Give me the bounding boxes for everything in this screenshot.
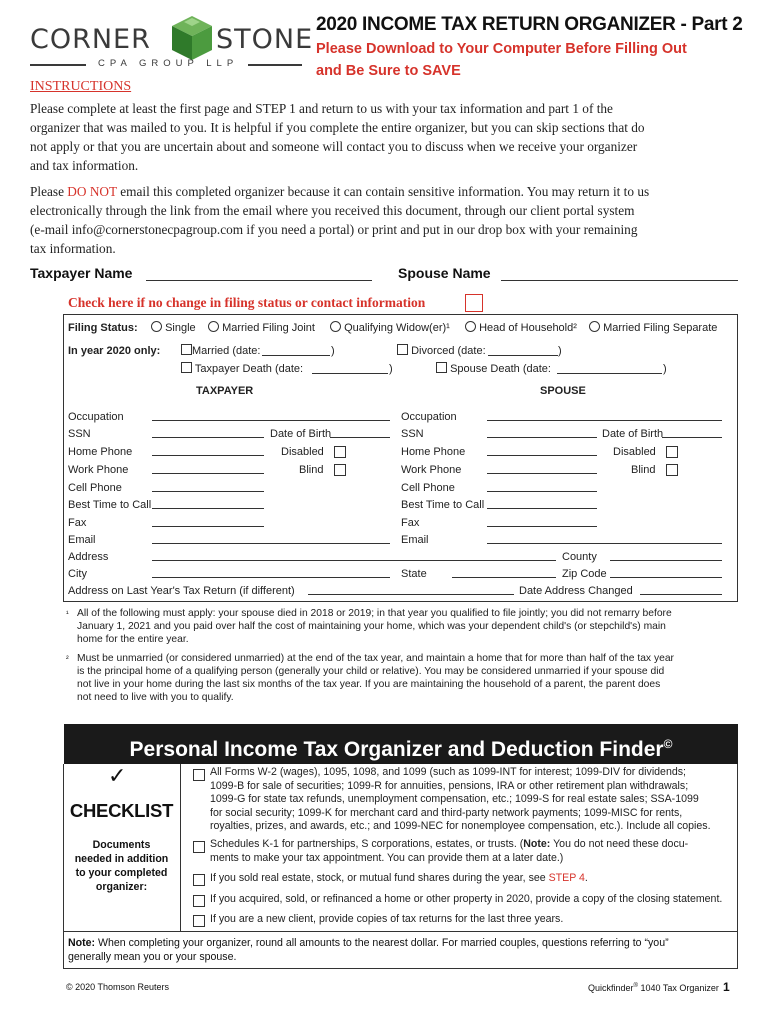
no-change-label: Check here if no change in filing status or contact information — [68, 295, 426, 310]
sp-dob-label: Date of Birth — [602, 428, 664, 440]
checklist-item-1-line: 1099-G for state tax refunds, unemployment compensation, etc.; 1099-S for real estate sales; SSA-1099 — [210, 793, 699, 805]
page-number: 1 — [723, 980, 730, 994]
tp-dob-input[interactable] — [330, 437, 390, 438]
footnote-1-line: home for the entire year. — [77, 634, 189, 645]
checklist-desc-line: needed in addition — [74, 853, 169, 865]
logo-word-corner: CORNER — [30, 24, 151, 55]
filing-option-mfs[interactable]: Married Filing Separate — [589, 321, 717, 334]
page-title: 2020 INCOME TAX RETURN ORGANIZER - Part 2 — [316, 14, 743, 35]
sp-email-label: Email — [401, 534, 429, 546]
spouse-death-checkbox[interactable] — [436, 362, 447, 373]
mfj-radio[interactable] — [208, 321, 219, 332]
spouse-name-label: Spouse Name — [398, 265, 491, 281]
tp-fax-label: Fax — [68, 517, 87, 529]
no-change-checkbox[interactable] — [465, 294, 483, 312]
checklist-item-5: If you are a new client, provide copies of tax returns for the last three years. — [210, 913, 564, 925]
date-changed-label: Date Address Changed — [519, 585, 633, 597]
para1-line: Please complete at least the first page and STEP 1 and return to us with your tax information and part 1 of the — [30, 101, 613, 116]
tp-cell-phone-label: Cell Phone — [68, 482, 122, 494]
sp-best-time-label: Best Time to Call — [401, 499, 485, 511]
sp-dob-input[interactable] — [662, 437, 722, 438]
footnote-2-line: not live in your home during the last six months of the tax year. If you are maintaining the household of a parent, the parent does — [77, 679, 661, 690]
para1-line: not apply or that you are uncertain about and someone will contact you to discuss when we receive your organizer — [30, 139, 638, 154]
note-label: Note: — [68, 937, 96, 949]
footnote-2-line: not need to live with you to qualify. — [77, 692, 234, 703]
tp-home-phone-input[interactable] — [152, 455, 264, 456]
para2-line: Please DO NOT email this completed organizer because it can contain sensitive information. You may return it to us — [30, 184, 650, 199]
checklist-description — [63, 838, 180, 894]
deduction-finder-banner: Personal Income Tax Organizer and Deduction Finder© — [64, 724, 738, 764]
sp-disabled-checkbox[interactable] — [666, 444, 678, 462]
copyright-footer: © 2020 Thomson Reuters — [66, 982, 170, 992]
sp-email-input[interactable] — [487, 543, 722, 544]
married-date-field[interactable]: Married (date: — [181, 344, 260, 357]
tp-email-label: Email — [68, 534, 96, 546]
taxpayer-death-input[interactable] — [312, 373, 388, 374]
footnote-1-mark: ¹ — [66, 609, 69, 618]
checklist-item-1-line: royalties, prizes, and awards, etc.; and 1099-NEC for nonemployee compensation, etc.). Include all copies. — [210, 820, 711, 832]
footnote-2-line: is the principal home of a qualifying person (generally your child or relative). You may be considered unmarried if your spouse did — [77, 666, 665, 677]
married-checkbox[interactable] — [181, 344, 192, 355]
checklist-item-5-checkbox[interactable] — [193, 913, 205, 931]
sp-blind-checkbox[interactable] — [666, 462, 678, 480]
filing-option-single[interactable]: Single — [151, 321, 196, 334]
checklist-divider — [180, 764, 181, 932]
single-radio[interactable] — [151, 321, 162, 332]
checklist-item-1-line: 1099-B for sale of securities; 1099-R for annuities, pensions, IRA or other retirement plan withdrawals; — [210, 779, 689, 792]
tp-dob-label: Date of Birth — [270, 428, 332, 440]
sp-ssn-label: SSN — [401, 428, 424, 440]
sp-disabled-label: Disabled — [613, 446, 656, 458]
para2-line: electronically through the link from the email where you received this document, through our client portal system — [30, 203, 635, 218]
sp-fax-input[interactable] — [487, 526, 597, 527]
sp-best-time-input[interactable] — [487, 508, 597, 509]
footnote-1 — [66, 607, 738, 646]
close-paren: ) — [389, 363, 393, 375]
logo-rule-right — [248, 64, 302, 66]
download-notice-line1: Please Download to Your Computer Before Filling Out — [316, 41, 687, 57]
para1-line: and tax information. — [30, 158, 139, 173]
checklist-item-2-checkbox[interactable] — [193, 839, 205, 857]
footnote-2 — [66, 652, 738, 704]
zip-input[interactable] — [610, 577, 722, 578]
sp-cell-phone-input[interactable] — [487, 491, 597, 492]
divorced-checkbox[interactable] — [397, 344, 408, 355]
close-paren: ) — [663, 363, 667, 375]
tp-work-phone-label: Work Phone — [68, 464, 129, 476]
footnote-2-mark: ² — [66, 654, 69, 663]
checklist-item-4-checkbox[interactable] — [193, 893, 205, 911]
address-input[interactable] — [152, 560, 556, 561]
product-footer: Quickfinder® 1040 Tax Organizer — [588, 983, 719, 993]
taxpayer-death-field[interactable]: Taxpayer Death (date: — [181, 362, 303, 375]
note-line: generally mean you or your spouse. — [68, 951, 237, 963]
step-4-link[interactable]: STEP 4 — [548, 872, 585, 884]
date-changed-input[interactable] — [640, 594, 722, 595]
spouse-death-field[interactable]: Spouse Death (date: — [436, 362, 551, 375]
tp-occupation-label: Occupation — [68, 411, 124, 423]
checklist-item-1-line: All Forms W-2 (wages), 1095, 1098, and 1099 (such as 1099-INT for interest; 1099-DIV for dividends; — [210, 766, 686, 778]
divorced-date-input[interactable] — [488, 355, 558, 356]
filing-option-widow[interactable]: Qualifying Widow(er)¹ — [330, 321, 450, 334]
city-label: City — [68, 568, 87, 580]
tp-disabled-label: Disabled — [281, 446, 324, 458]
tp-blind-label: Blind — [299, 464, 324, 476]
state-input[interactable] — [452, 577, 556, 578]
copyright-mark: © — [663, 737, 673, 751]
checklist-title: CHECKLIST — [69, 800, 174, 821]
year-only-label: In year 2020 only: — [68, 345, 161, 357]
city-input[interactable] — [152, 577, 390, 578]
spouse-column-header: SPOUSE — [540, 385, 586, 397]
close-paren: ) — [558, 345, 562, 357]
checklist-item-1-line: for social security; 1099-K for merchant card and third-party network payments; 1099-MISC for rents, — [210, 806, 683, 819]
logo — [30, 14, 314, 74]
sp-cell-phone-label: Cell Phone — [401, 482, 455, 494]
logo-rule-left — [30, 64, 86, 66]
instructions-heading: INSTRUCTIONS — [30, 79, 132, 94]
sp-ssn-input[interactable] — [487, 437, 597, 438]
county-input[interactable] — [610, 560, 722, 561]
logo-cube-icon — [170, 14, 214, 62]
filing-option-mfj[interactable]: Married Filing Joint — [208, 321, 315, 334]
sp-work-phone-input[interactable] — [487, 473, 597, 474]
spouse-death-input[interactable] — [557, 373, 662, 374]
footnote-2-line: Must be unmarried (or considered unmarried) at the end of the tax year, and maintain a home that for more than half of the tax year — [77, 653, 674, 664]
tp-home-phone-label: Home Phone — [68, 446, 133, 458]
hoh-radio[interactable] — [465, 321, 476, 332]
tp-best-time-label: Best Time to Call — [68, 499, 152, 511]
tp-email-input[interactable] — [152, 543, 390, 544]
checklist-desc-line: Documents — [92, 839, 151, 851]
taxpayer-name-label: Taxpayer Name — [30, 265, 133, 281]
sp-fax-label: Fax — [401, 517, 420, 529]
download-notice-line2: and Be Sure to SAVE — [316, 63, 461, 79]
widow-radio[interactable] — [330, 321, 341, 332]
taxpayer-death-checkbox[interactable] — [181, 362, 192, 373]
footnote-1-line: All of the following must apply: your spouse died in 2018 or 2019; in that year you qualified to file jointly; you did not remarry before — [77, 608, 672, 619]
checklist-item-2-line: Schedules K-1 for partnerships, S corporations, estates, or trusts. (Note: You do not need these docu- — [210, 838, 689, 850]
checklist-item-3: If you sold real estate, stock, or mutual fund shares during the year, see STEP 4. — [210, 872, 588, 884]
logo-word-stone: STONE — [216, 24, 314, 55]
close-paren: ) — [331, 345, 335, 357]
tp-best-time-input[interactable] — [152, 508, 264, 509]
do-not-emphasis: DO NOT — [67, 184, 117, 199]
checklist-item-1 — [210, 766, 738, 834]
married-date-input[interactable] — [262, 355, 330, 356]
para2-line: (e-mail info@cornerstonecpagroup.com if you need a portal) or print and put in our drop box with your remaining — [30, 222, 638, 237]
sp-occupation-input[interactable] — [487, 420, 722, 421]
footnote-1-line: January 1, 2021 and you paid over half the cost of maintaining your home, which was your dependent child's (or stepchild's) main — [77, 621, 666, 632]
tp-cell-phone-input[interactable] — [152, 491, 264, 492]
checklist-item-4: If you acquired, sold, or refinanced a home or other property in 2020, provide a copy of the closing statement. — [210, 893, 723, 905]
para1-line: organizer that was mailed to you. It is helpful if you complete the entire organizer, but you can skip sections that do — [30, 120, 645, 135]
sp-home-phone-label: Home Phone — [401, 446, 466, 458]
checklist-item-2 — [210, 838, 738, 865]
instructions-paragraph-1 — [30, 99, 750, 175]
tp-disabled-checkbox[interactable] — [334, 444, 346, 462]
sp-work-phone-label: Work Phone — [401, 464, 462, 476]
sp-occupation-label: Occupation — [401, 411, 457, 423]
sp-home-phone-input[interactable] — [487, 455, 597, 456]
tp-blind-checkbox[interactable] — [334, 462, 346, 480]
logo-subtitle: CPA GROUP LLP — [98, 58, 239, 69]
sp-blind-label: Blind — [631, 464, 656, 476]
tp-work-phone-input[interactable] — [152, 473, 264, 474]
instructions-paragraph-2 — [30, 182, 750, 258]
divorced-date-field[interactable]: Divorced (date: — [397, 344, 486, 357]
zip-label: Zip Code — [562, 568, 607, 580]
spouse-name-input[interactable] — [501, 280, 738, 281]
rounding-note: Note: When completing your organizer, round all amounts to the nearest dollar. For married couples, questions referring to “you” generally mean you or your spouse. — [63, 932, 738, 969]
tp-occupation-input[interactable] — [152, 420, 390, 421]
state-label: State — [401, 568, 427, 580]
tp-ssn-input[interactable] — [152, 437, 264, 438]
checklist-item-2-line: ments to make your tax appointment. You can provide them at a later date.) — [210, 851, 564, 864]
address-label: Address — [68, 551, 109, 563]
last-address-label: Address on Last Year's Tax Return (if different) — [68, 585, 295, 597]
tp-fax-input[interactable] — [152, 526, 264, 527]
para2-line: tax information. — [30, 241, 116, 256]
checklist-desc-line: organizer: — [95, 881, 148, 893]
county-label: County — [562, 551, 597, 563]
tp-ssn-label: SSN — [68, 428, 91, 440]
checklist-desc-line: to your completed — [75, 867, 168, 879]
checklist-item-1-checkbox[interactable] — [193, 767, 205, 785]
checkmark-icon: ✓ — [108, 764, 127, 789]
mfs-radio[interactable] — [589, 321, 600, 332]
filing-status-label: Filing Status: — [68, 322, 138, 334]
checklist-item-3-checkbox[interactable] — [193, 872, 205, 890]
taxpayer-column-header: TAXPAYER — [196, 385, 254, 397]
filing-option-hoh[interactable]: Head of Household² — [465, 321, 577, 334]
last-address-input[interactable] — [308, 594, 514, 595]
taxpayer-name-input[interactable] — [146, 280, 372, 281]
